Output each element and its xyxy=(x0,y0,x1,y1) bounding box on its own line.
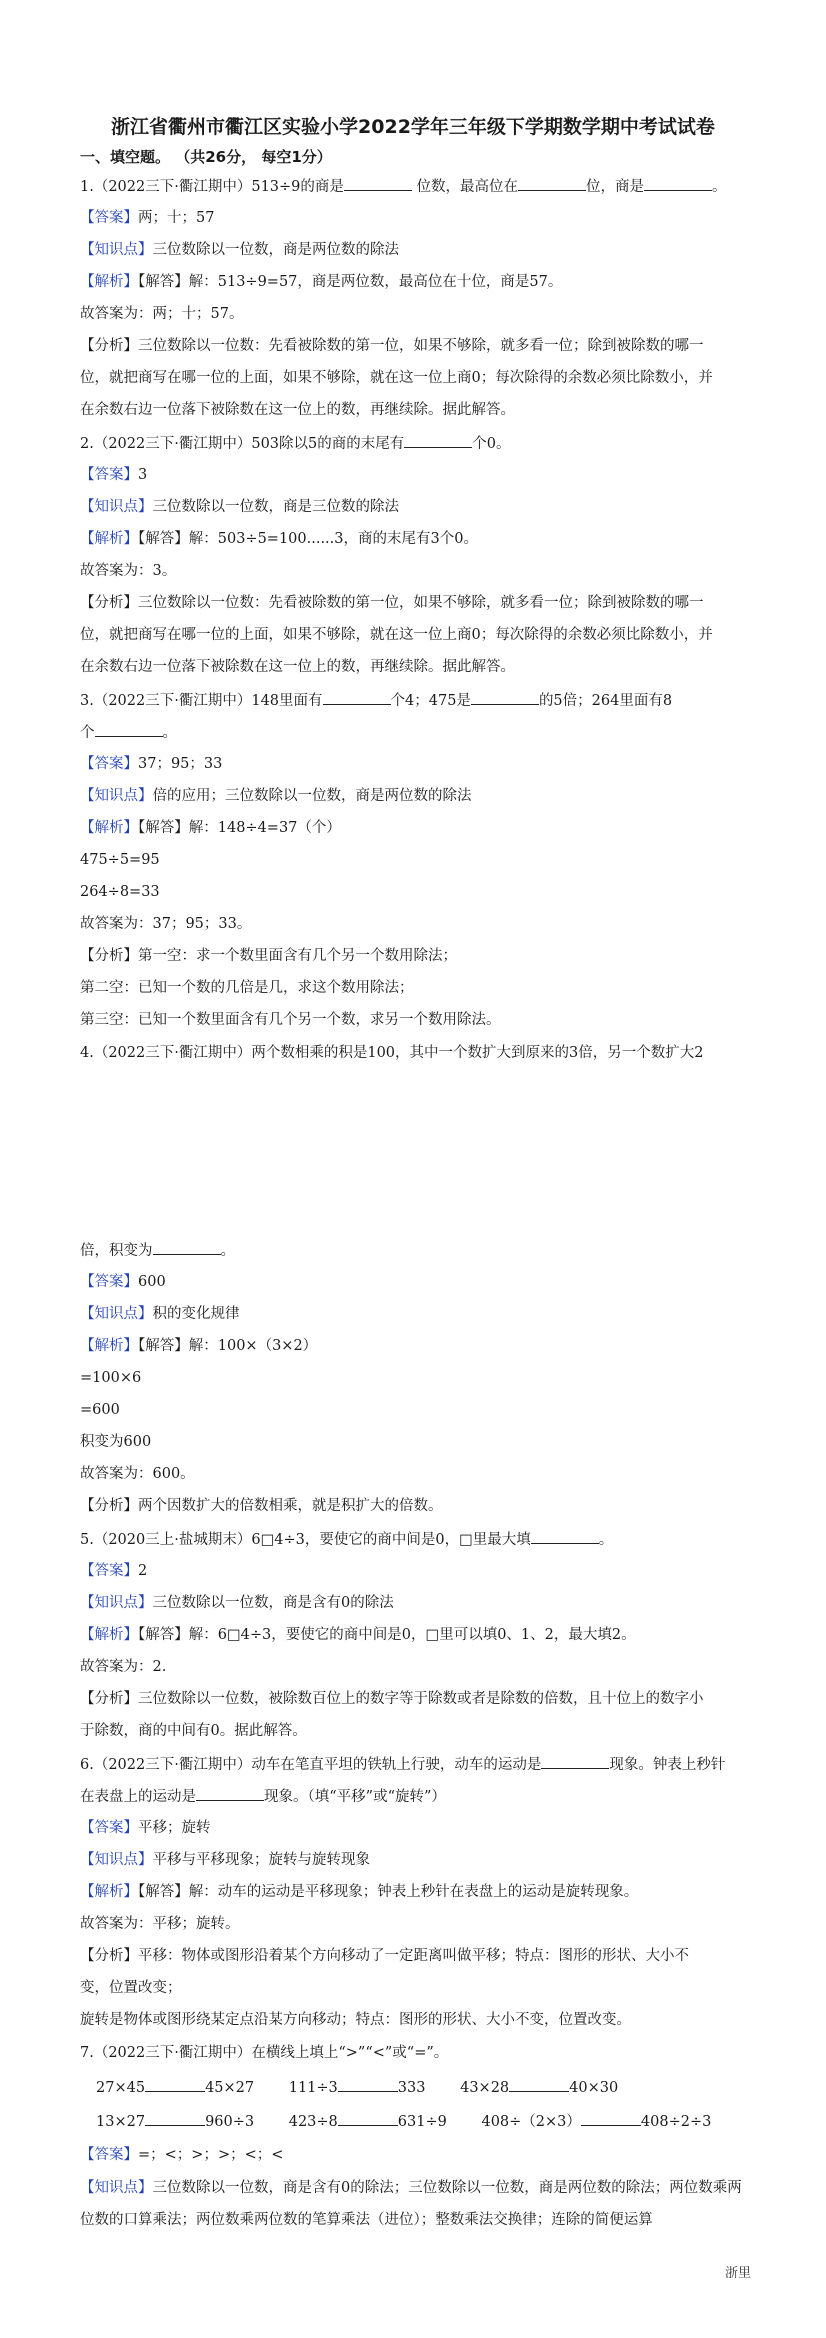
answer-line: 【答案】37；95；33 xyxy=(80,756,223,772)
solution-line: 【解析】【解答】解：动车的运动是平移现象；钟表上秒针在表盘上的运动是旋转现象。 xyxy=(80,1884,639,1900)
answer-blank[interactable] xyxy=(344,176,412,191)
analysis-line: 位，就把商写在哪一位的上面，如果不够除，就在这一位上商0；每次除得的余数必须比除数小，并 xyxy=(80,370,713,386)
answer-line: 【答案】2 xyxy=(80,1563,148,1579)
knowledge-line: 【知识点】倍的应用；三位数除以一位数，商是两位数的除法 xyxy=(80,788,472,804)
analysis-line: 【分析】第一空：求一个数里面含有几个另一个数用除法； xyxy=(80,948,457,964)
knowledge-line: 【知识点】三位数除以一位数，商是两位数的除法 xyxy=(80,242,399,258)
answer-blank[interactable] xyxy=(509,2077,569,2092)
answer-line: 【答案】两；十；57 xyxy=(80,210,215,226)
answer-line: 【答案】3 xyxy=(80,467,148,483)
answer-blank[interactable] xyxy=(404,433,472,448)
analysis-line: 【分析】平移：物体或图形沿着某个方向移动了一定距离叫做平移；特点：图形的形状、大小不 xyxy=(80,1948,689,1964)
answer-blank[interactable] xyxy=(471,690,539,705)
section-heading: 一、填空题。 （共26分， 每空1分） xyxy=(80,148,332,166)
answer-blank[interactable] xyxy=(153,1240,221,1255)
conclusion-line: 故答案为：平移；旋转。 xyxy=(80,1916,240,1932)
answer-blank[interactable] xyxy=(518,176,586,191)
analysis-line: 【分析】三位数除以一位数，被除数百位上的数字等于除数或者是除数的倍数，且十位上的数字小 xyxy=(80,1691,704,1707)
solution-line: 264÷8=33 xyxy=(80,884,160,900)
answer-blank[interactable] xyxy=(644,176,712,191)
question-1: 1.（2022三下·衢江期中）513÷9的商是 位数，最高位在 位，商是 。 xyxy=(80,176,727,197)
conclusion-line: 故答案为：两；十；57。 xyxy=(80,306,244,322)
analysis-line: 第二空：已知一个数的几倍是几，求这个数用除法； xyxy=(80,980,414,996)
answer-line: 【答案】=；<；>；>；<；< xyxy=(80,2147,284,2163)
knowledge-line: 【知识点】三位数除以一位数，商是含有0的除法；三位数除以一位数，商是两位数的除法；两位数乘两 xyxy=(80,2180,742,2196)
analysis-line: 在余数右边一位落下被除数在这一位上的数，再继续除。据此解答。 xyxy=(80,402,515,418)
comparison-row: 13×27 960÷3 423÷8 631÷9 408÷（2×3） 408÷2÷3 xyxy=(96,2111,711,2132)
solution-line: =100×6 xyxy=(80,1370,142,1386)
answer-blank[interactable] xyxy=(145,2077,205,2092)
solution-line: 【解析】【解答】解：513÷9=57，商是两位数，最高位在十位，商是57。 xyxy=(80,274,563,290)
question-4: 4.（2022三下·衢江期中）两个数相乘的积是100，其中一个数扩大到原来的3倍，另一个数扩大2 xyxy=(80,1045,704,1061)
conclusion-line: 故答案为：2. xyxy=(80,1659,167,1675)
answer-blank[interactable] xyxy=(196,1786,264,1801)
question-6-cont: 在表盘上的运动是 现象。（填“平移”或“旋转”） xyxy=(80,1786,446,1807)
knowledge-line: 【知识点】三位数除以一位数，商是三位数的除法 xyxy=(80,499,399,515)
question-3-cont: 个 。 xyxy=(80,722,177,743)
knowledge-line: 【知识点】平移与平移现象；旋转与旋转现象 xyxy=(80,1852,370,1868)
analysis-line: 【分析】两个因数扩大的倍数相乘，就是积扩大的倍数。 xyxy=(80,1498,443,1514)
page-footer: 浙里 xyxy=(725,2266,752,2281)
solution-line: 475÷5=95 xyxy=(80,852,160,868)
solution-line: 【解析】【解答】解：148÷4=37（个） xyxy=(80,820,341,836)
answer-blank[interactable] xyxy=(323,690,391,705)
solution-line: 【解析】【解答】解：6□4÷3，要使它的商中间是0，□里可以填0、1、2，最大填2。 xyxy=(80,1627,636,1643)
analysis-line: 【分析】三位数除以一位数：先看被除数的第一位，如果不够除，就多看一位；除到被除数的哪一 xyxy=(80,338,704,354)
analysis-line: 位，就把商写在哪一位的上面，如果不够除，就在这一位上商0；每次除得的余数必须比除数小，并 xyxy=(80,627,713,643)
page-title: 浙江省衢州市衢江区实验小学2022学年三年级下学期数学期中考试试卷 xyxy=(111,116,715,138)
analysis-line: 于除数，商的中间有0。据此解答。 xyxy=(80,1723,307,1739)
answer-line: 【答案】平移；旋转 xyxy=(80,1820,211,1836)
analysis-line: 在余数右边一位落下被除数在这一位上的数，再继续除。据此解答。 xyxy=(80,659,515,675)
question-5: 5.（2020三上·盐城期末）6□4÷3，要使它的商中间是0，□里最大填 。 xyxy=(80,1529,613,1550)
solution-line: 积变为600 xyxy=(80,1434,152,1450)
analysis-line: 变，位置改变； xyxy=(80,1980,182,1996)
analysis-line: 旋转是物体或图形绕某定点沿某方向移动；特点：图形的形状、大小不变，位置改变。 xyxy=(80,2012,631,2028)
question-4-cont: 倍，积变为 。 xyxy=(80,1240,235,1261)
knowledge-line: 【知识点】三位数除以一位数，商是含有0的除法 xyxy=(80,1595,394,1611)
solution-line: 【解析】【解答】解：503÷5=100......3，商的末尾有3个0。 xyxy=(80,531,478,547)
answer-blank[interactable] xyxy=(338,2077,398,2092)
answer-blank[interactable] xyxy=(541,1754,609,1769)
comparison-row: 27×45 45×27 111÷3 333 43×28 40×30 xyxy=(96,2077,618,2098)
conclusion-line: 故答案为：37；95；33。 xyxy=(80,916,252,932)
knowledge-line: 位数的口算乘法；两位数乘两位数的笔算乘法（进位）；整数乘法交换律；连除的简便运算 xyxy=(80,2212,653,2228)
answer-line: 【答案】600 xyxy=(80,1274,166,1290)
answer-blank[interactable] xyxy=(581,2111,641,2126)
answer-blank[interactable] xyxy=(531,1529,599,1544)
solution-line: 【解析】【解答】解：100×（3×2） xyxy=(80,1338,318,1354)
solution-line: =600 xyxy=(80,1402,120,1418)
conclusion-line: 故答案为：3。 xyxy=(80,563,177,579)
question-2: 2.（2022三下·衢江期中）503除以5的商的末尾有 个0。 xyxy=(80,433,510,454)
question-3: 3.（2022三下·衢江期中）148里面有 个4；475是 的5倍；264里面有8 xyxy=(80,690,672,711)
analysis-line: 【分析】三位数除以一位数：先看被除数的第一位，如果不够除，就多看一位；除到被除数的哪一 xyxy=(80,595,704,611)
question-7: 7.（2022三下·衢江期中）在横线上填上“>”“<”或“=”。 xyxy=(80,2045,449,2061)
conclusion-line: 故答案为：600。 xyxy=(80,1466,195,1482)
answer-blank[interactable] xyxy=(145,2111,205,2126)
answer-blank[interactable] xyxy=(95,722,163,737)
analysis-line: 第三空：已知一个数里面含有几个另一个数，求另一个数用除法。 xyxy=(80,1012,501,1028)
question-6: 6.（2022三下·衢江期中）动车在笔直平坦的铁轨上行驶，动车的运动是 现象。钟表上秒针 xyxy=(80,1754,725,1775)
answer-blank[interactable] xyxy=(338,2111,398,2126)
knowledge-line: 【知识点】积的变化规律 xyxy=(80,1306,240,1322)
